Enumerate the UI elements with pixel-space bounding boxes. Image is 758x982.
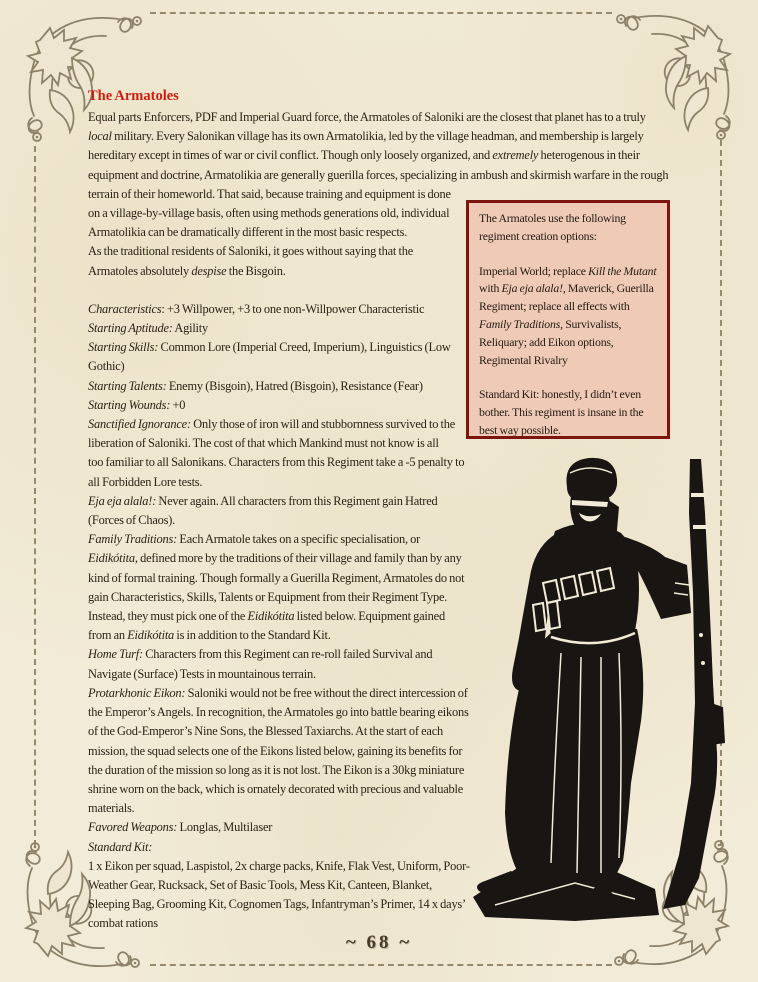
standard-kit-label: Standard Kit: — [88, 839, 153, 854]
bisgoin-paragraph: As the traditional residents of Saloniki, it goes without saying that the Armatoles absolutely despise the Bisgoin. — [88, 244, 413, 278]
layout-spacer — [669, 86, 670, 200]
eja-eja-alala-paragraph: Eja eja alala!: Never again. All characters from this Regiment gain Hatred (Forces of Chaos). — [88, 493, 438, 528]
protarkhonic-eikon-paragraph: Protarkhonic Eikon: Saloniki would not be free without the direct intercession of the Emperor’s Angels. In recognition, the Armatoles go into battle bearing eikons of the God-Emperor’s Nine Sons, the Blessed Taxiarchs. At the start of each mission, the squad selects one of the Eikons listed below, gaining its benefits for the duration of the mission so long as it is not lost. The Eikon is a 30kg miniature shrine worn on the back, which is ornately decorated with precious and valuable materials. — [88, 685, 469, 816]
border-rule-bottom — [150, 964, 612, 966]
starting-aptitude-line: Starting Aptitude: Agility — [88, 321, 209, 336]
border-rule-top — [150, 12, 612, 14]
border-rule-left — [34, 146, 36, 846]
page-title: The Armatoles — [88, 88, 179, 104]
intro-paragraph: Equal parts Enforcers, PDF and Imperial Guard force, the Armatoles of Saloniki are the closest that planet has to a truly local military. Every Salonikan village has its own Armatolikia, led by the village headman, and membership is largely hereditary except in times of war or civil conflict. Though only loosely organized, and extremely heterogenous in their equipment and doctrine, Armatolikia are generally guerilla forces, specializing in ambush and skirmish warfare in the rough terrain of their homeworld. That said, because training and equipment is done on a village-by-village basis, often using methods generations old, individual Armatolikia can be dramatically different in the most basic respects. — [88, 110, 669, 240]
home-turf-paragraph: Home Turf: Characters from this Regiment can re-roll failed Survival and Navigate (Surface) Tests in mountainous terrain. — [88, 647, 433, 681]
callout-standard-kit-paragraph: Standard Kit: honestly, I didn’t even bother. This regiment is insane in the best way possible. — [479, 387, 644, 437]
family-traditions-paragraph: Family Traditions: Each Armatole takes on a specific specialisation, or Eidikótita, defined more by the traditions of their village and family than by any kind of formal training. Though formally a Guerilla Regiment, Armatoles do not gain Characteristics, Skills, Talents or Equipment from their Regiment Type. Instead, they must pick one of the Eidikótita listed below. Equipment gained from an Eidikótita is in addition to the Standard Kit. — [88, 532, 465, 643]
page-number: ~ 68 ~ — [345, 932, 413, 953]
favored-weapons-line: Favored Weapons: Longlas, Multilaser — [88, 820, 273, 835]
starting-skills-line: Starting Skills: Common Lore (Imperial Creed, Imperium), Linguistics (Low Gothic) — [88, 340, 451, 374]
armatole-warrior-illustration — [455, 453, 725, 921]
sanctified-ignorance-paragraph: Sanctified Ignorance: Only those of iron will and stubbornness survived to the liberation of Saloniki. The cost of that which Mankind must not know is all too familiar to all Salonikans. Characters from this Regiment take a -5 penalty to all Forbidden Lore tests. — [88, 417, 465, 489]
characteristics-line: Characteristics: +3 Willpower, +3 to one non-Willpower Characteristic — [88, 301, 425, 316]
starting-talents-line: Starting Talents: Enemy (Bisgoin), Hatred (Bisgoin), Resistance (Fear) — [88, 378, 423, 393]
illustration-container — [470, 453, 670, 935]
starting-wounds-line: Starting Wounds: +0 — [88, 397, 186, 412]
callout-intro-paragraph: The Armatoles use the following regiment creation options: — [479, 211, 626, 243]
callout-options-paragraph: Imperial World; replace Kill the Mutant with Eja eja alala!, Maverick, Guerilla Regiment; replace all effects with Family Traditions, Survivalists, Reliquary; add Eikon options, Regimental Rivalry — [479, 263, 657, 367]
main-text-column — [88, 86, 670, 935]
regiment-creation-callout-box — [466, 200, 670, 439]
standard-kit-list: 1 x Eikon per squad, Laspistol, 2x charge packs, Knife, Flak Vest, Uniform, Poor-Weather Gear, Rucksack, Set of Basic Tools, Mess Kit, Canteen, Blanket, Sleeping Bag, Grooming Kit, Cognomen Tags, Infantryman’s Primer, 14 x days’ combat rations — [88, 858, 470, 931]
